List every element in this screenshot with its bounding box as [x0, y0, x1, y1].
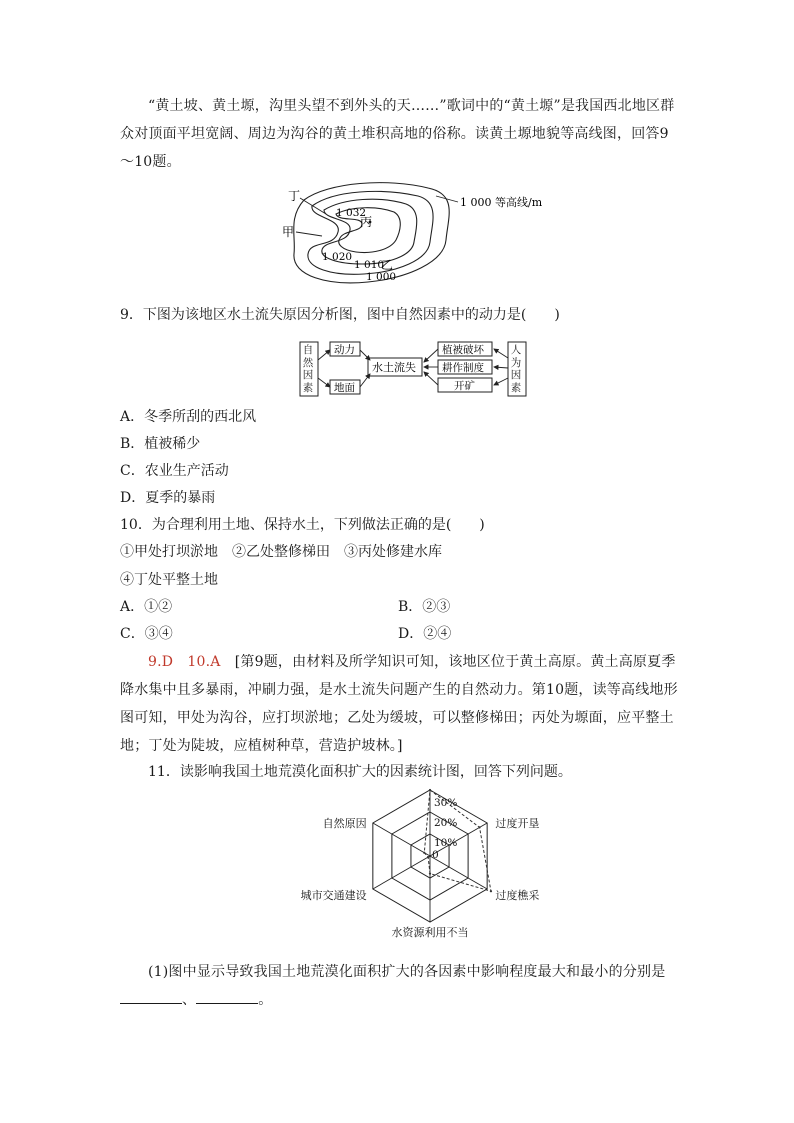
radar-data-point — [427, 856, 429, 858]
q11-stem: 11．读影响我国土地荒漠化面积扩大的因素统计图，回答下列问题。 — [148, 764, 572, 780]
erosion-box: 水土流失 — [372, 361, 416, 374]
desertification-radar-chart — [282, 788, 542, 950]
ground-box: 地面 — [334, 382, 355, 394]
radar-ring-label: 20% — [434, 817, 458, 829]
q10-option-a[interactable]: A．①② — [120, 599, 173, 615]
erosion-cause-diagram — [298, 340, 528, 398]
q10-items-1: ①甲处打坝淤地 ②乙处整修梯田 ③丙处修建水库 — [120, 544, 442, 560]
label-jia: 甲 — [282, 225, 295, 239]
answer-explanation — [120, 648, 680, 760]
radar-category-label: 城市交通建设 — [300, 889, 367, 902]
q9-option-c[interactable]: C．农业生产活动 — [120, 463, 229, 479]
power-box: 动力 — [334, 344, 355, 356]
radar-category-label: 过度樵采 — [495, 889, 540, 902]
q11-sub1 — [120, 958, 680, 1014]
q9-option-b[interactable]: B．植被稀少 — [120, 436, 201, 452]
answer-text: [第9题，由材料及所学知识可知，该地区位于黄土高原。黄土高原夏季降水集中且多暴雨，冲刷力强，是水土流失问题产生的自然动力。第10题，读等高线地形图可知，甲处为沟谷，应打坝淤地；乙处为缓坡，可以整修梯田；丙处为塬面，应平整土地；丁处为陡坡，应植树种草，营造护坡林。] — [120, 654, 678, 754]
intro-paragraph: “黄土坡、黄土塬，沟里头望不到外头的天……”歌词中的“黄土塬”是我国西北地区群众对顶面平坦宽阔、周边为沟谷的黄土堆积高地的俗称。读黄土塬地貌等高线图，回答9～10题。 — [120, 98, 675, 170]
label-bing: 丙 — [360, 215, 373, 229]
q11-sub1-text: (1)图中显示导致我国土地荒漠化面积扩大的各因素中影响程度最大和最小的分别是 — [148, 964, 666, 980]
q9-stem: 9．下图为该地区水土流失原因分析图，图中自然因素中的动力是( ) — [120, 307, 560, 323]
label-1000: 1 000 — [366, 271, 397, 283]
contour-map — [278, 178, 558, 286]
radar-ring-label: 10% — [434, 837, 458, 849]
q10-stem: 10．为合理利用土地、保持水土，下列做法正确的是( ) — [120, 517, 485, 533]
q10-items-2: ④丁处平整土地 — [120, 572, 218, 588]
answer-blank-max[interactable] — [120, 989, 182, 1004]
radar-data-point — [423, 852, 425, 854]
label-yi: 乙 — [381, 258, 394, 272]
radar-category-label: 过度开垦 — [495, 817, 540, 830]
label-peak: 1 032 — [336, 207, 367, 219]
q10-option-b[interactable]: B．②③ — [398, 599, 451, 615]
mine-box: 开矿 — [454, 380, 475, 392]
answer-key: 9.D 10.A — [148, 654, 221, 670]
label-1010: 1 010 — [354, 259, 385, 271]
q11-sub1-end: 。 — [258, 992, 273, 1008]
radar-data-point — [429, 873, 431, 875]
human-vertical-label: 人 为 因 素 — [510, 344, 522, 394]
radar-ring-label: 0 — [432, 849, 439, 861]
contour-legend: 1 000 等高线/m — [460, 196, 543, 209]
farm-box: 耕作制度 — [442, 362, 484, 374]
label-1020: 1 020 — [322, 251, 353, 263]
radar-data-point — [478, 826, 480, 828]
natural-vertical-label: 自 然 因 素 — [302, 344, 314, 394]
q9-option-a[interactable]: A．冬季所刮的西北风 — [120, 409, 257, 425]
q10-option-d[interactable]: D．②④ — [398, 626, 452, 642]
veg-box: 植被破坏 — [442, 344, 484, 356]
radar-category-label: 自然原因 — [322, 817, 367, 830]
q11-sub1-sep: 、 — [182, 992, 197, 1008]
radar-data-point — [490, 890, 492, 892]
q9-option-d[interactable]: D．夏季的暴雨 — [120, 490, 216, 506]
radar-category-label: 水资源利用不当 — [391, 926, 469, 939]
answer-blank-min[interactable] — [196, 989, 258, 1004]
label-ding: 丁 — [288, 189, 301, 203]
radar-ring-label: 30% — [434, 797, 458, 809]
radar-data-point — [429, 789, 431, 791]
q10-option-c[interactable]: C．③④ — [120, 626, 173, 642]
